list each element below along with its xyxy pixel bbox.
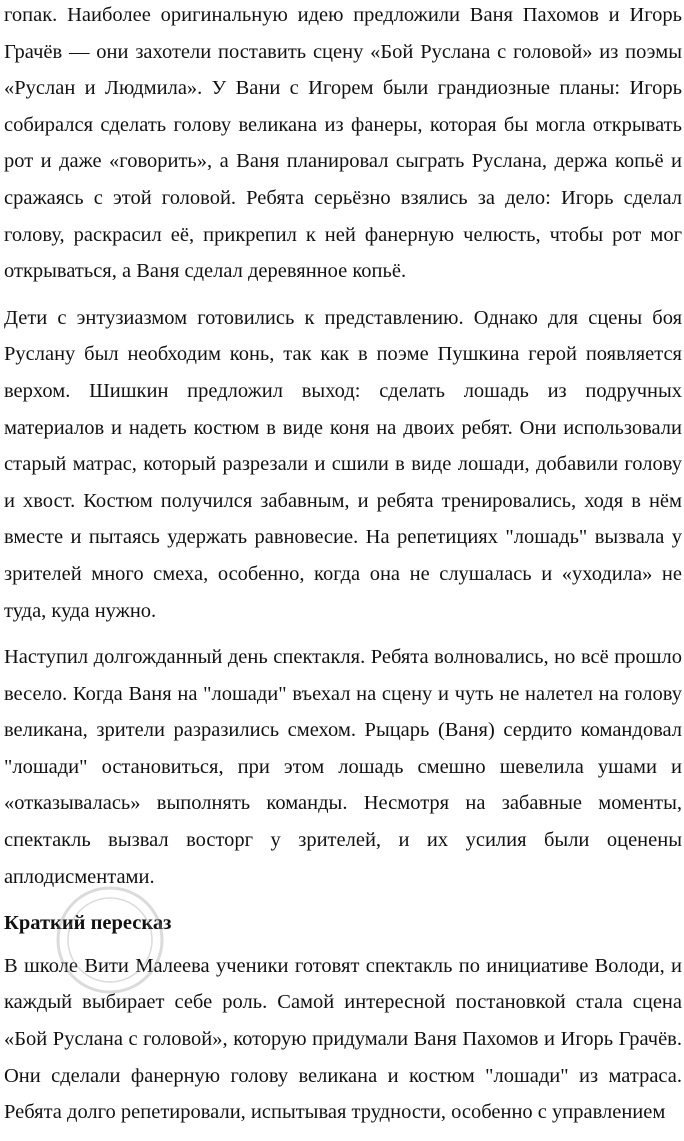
paragraph-3: Наступил долгожданный день спектакля. Ребята волновались, но всё прошло весело. Когда Ваня на "лошади" въехал на сцену и чуть не налетел на голову великана, зрители разразились смехом. Рыцарь (Ваня) сердито командовал "лошади" остановиться, при этом лошадь смешно шевелила ушами и «отказывалась» выполнять команды. Несмотря на забавные моменты, спектакль вызвал восторг у зрителей, и их усилия были оценены аплодисментами.: [4, 646, 682, 888]
section-heading: Краткий пересказ: [4, 912, 172, 935]
paragraph-1: гопак. Наиболее оригинальную идею предложили Ваня Пахомов и Игорь Грачёв — они захотели поставить сцену «Бой Руслана с головой» из поэмы «Руслан и Людмила». У Вани с Игорем были грандиозные планы: Игорь собирался сделать голову великана из фанеры, которая бы могла открывать рот и даже «говорить», а Ваня планировал сыграть Руслана, держа копьё и сражаясь с этой головой. Ребята серьёзно взялись за дело: Игорь сделал голову, раскрасил её, прикрепил к ней фанерную челюсть, чтобы рот мог открываться, а Ваня сделал деревянное копьё.: [4, 4, 682, 283]
paragraph-2: Дети с энтузиазмом готовились к представлению. Однако для сцены боя Руслану был необходим конь, так как в поэме Пушкина герой появляется верхом. Шишкин предложил выход: сделать лошадь из подручных материалов и надеть костюм в виде коня на двоих ребят. Они использовали старый матрас, который разрезали и сшили в виде лошади, добавили голову и хвост. Костюм получился забавным, и ребята тренировались, ходя в нём вместе и пытаясь удержать равновесие. На репетициях "лошадь" вызвала у зрителей много смеха, особенно, когда она не слушалась и «уходила» не туда, куда нужно.: [4, 306, 682, 622]
summary-paragraph: В школе Вити Малеева ученики готовят спектакль по инициативе Володи, и каждый выбирает себе роль. Самой интересной постановкой стала сцена «Бой Руслана с головой», которую придумали Ваня Пахомов и Игорь Грачёв. Они сделали фанерную голову великана и костюм "лошади" из матраса. Ребята долго репетировали, испытывая трудности, особенно с управлением: [4, 954, 682, 1124]
